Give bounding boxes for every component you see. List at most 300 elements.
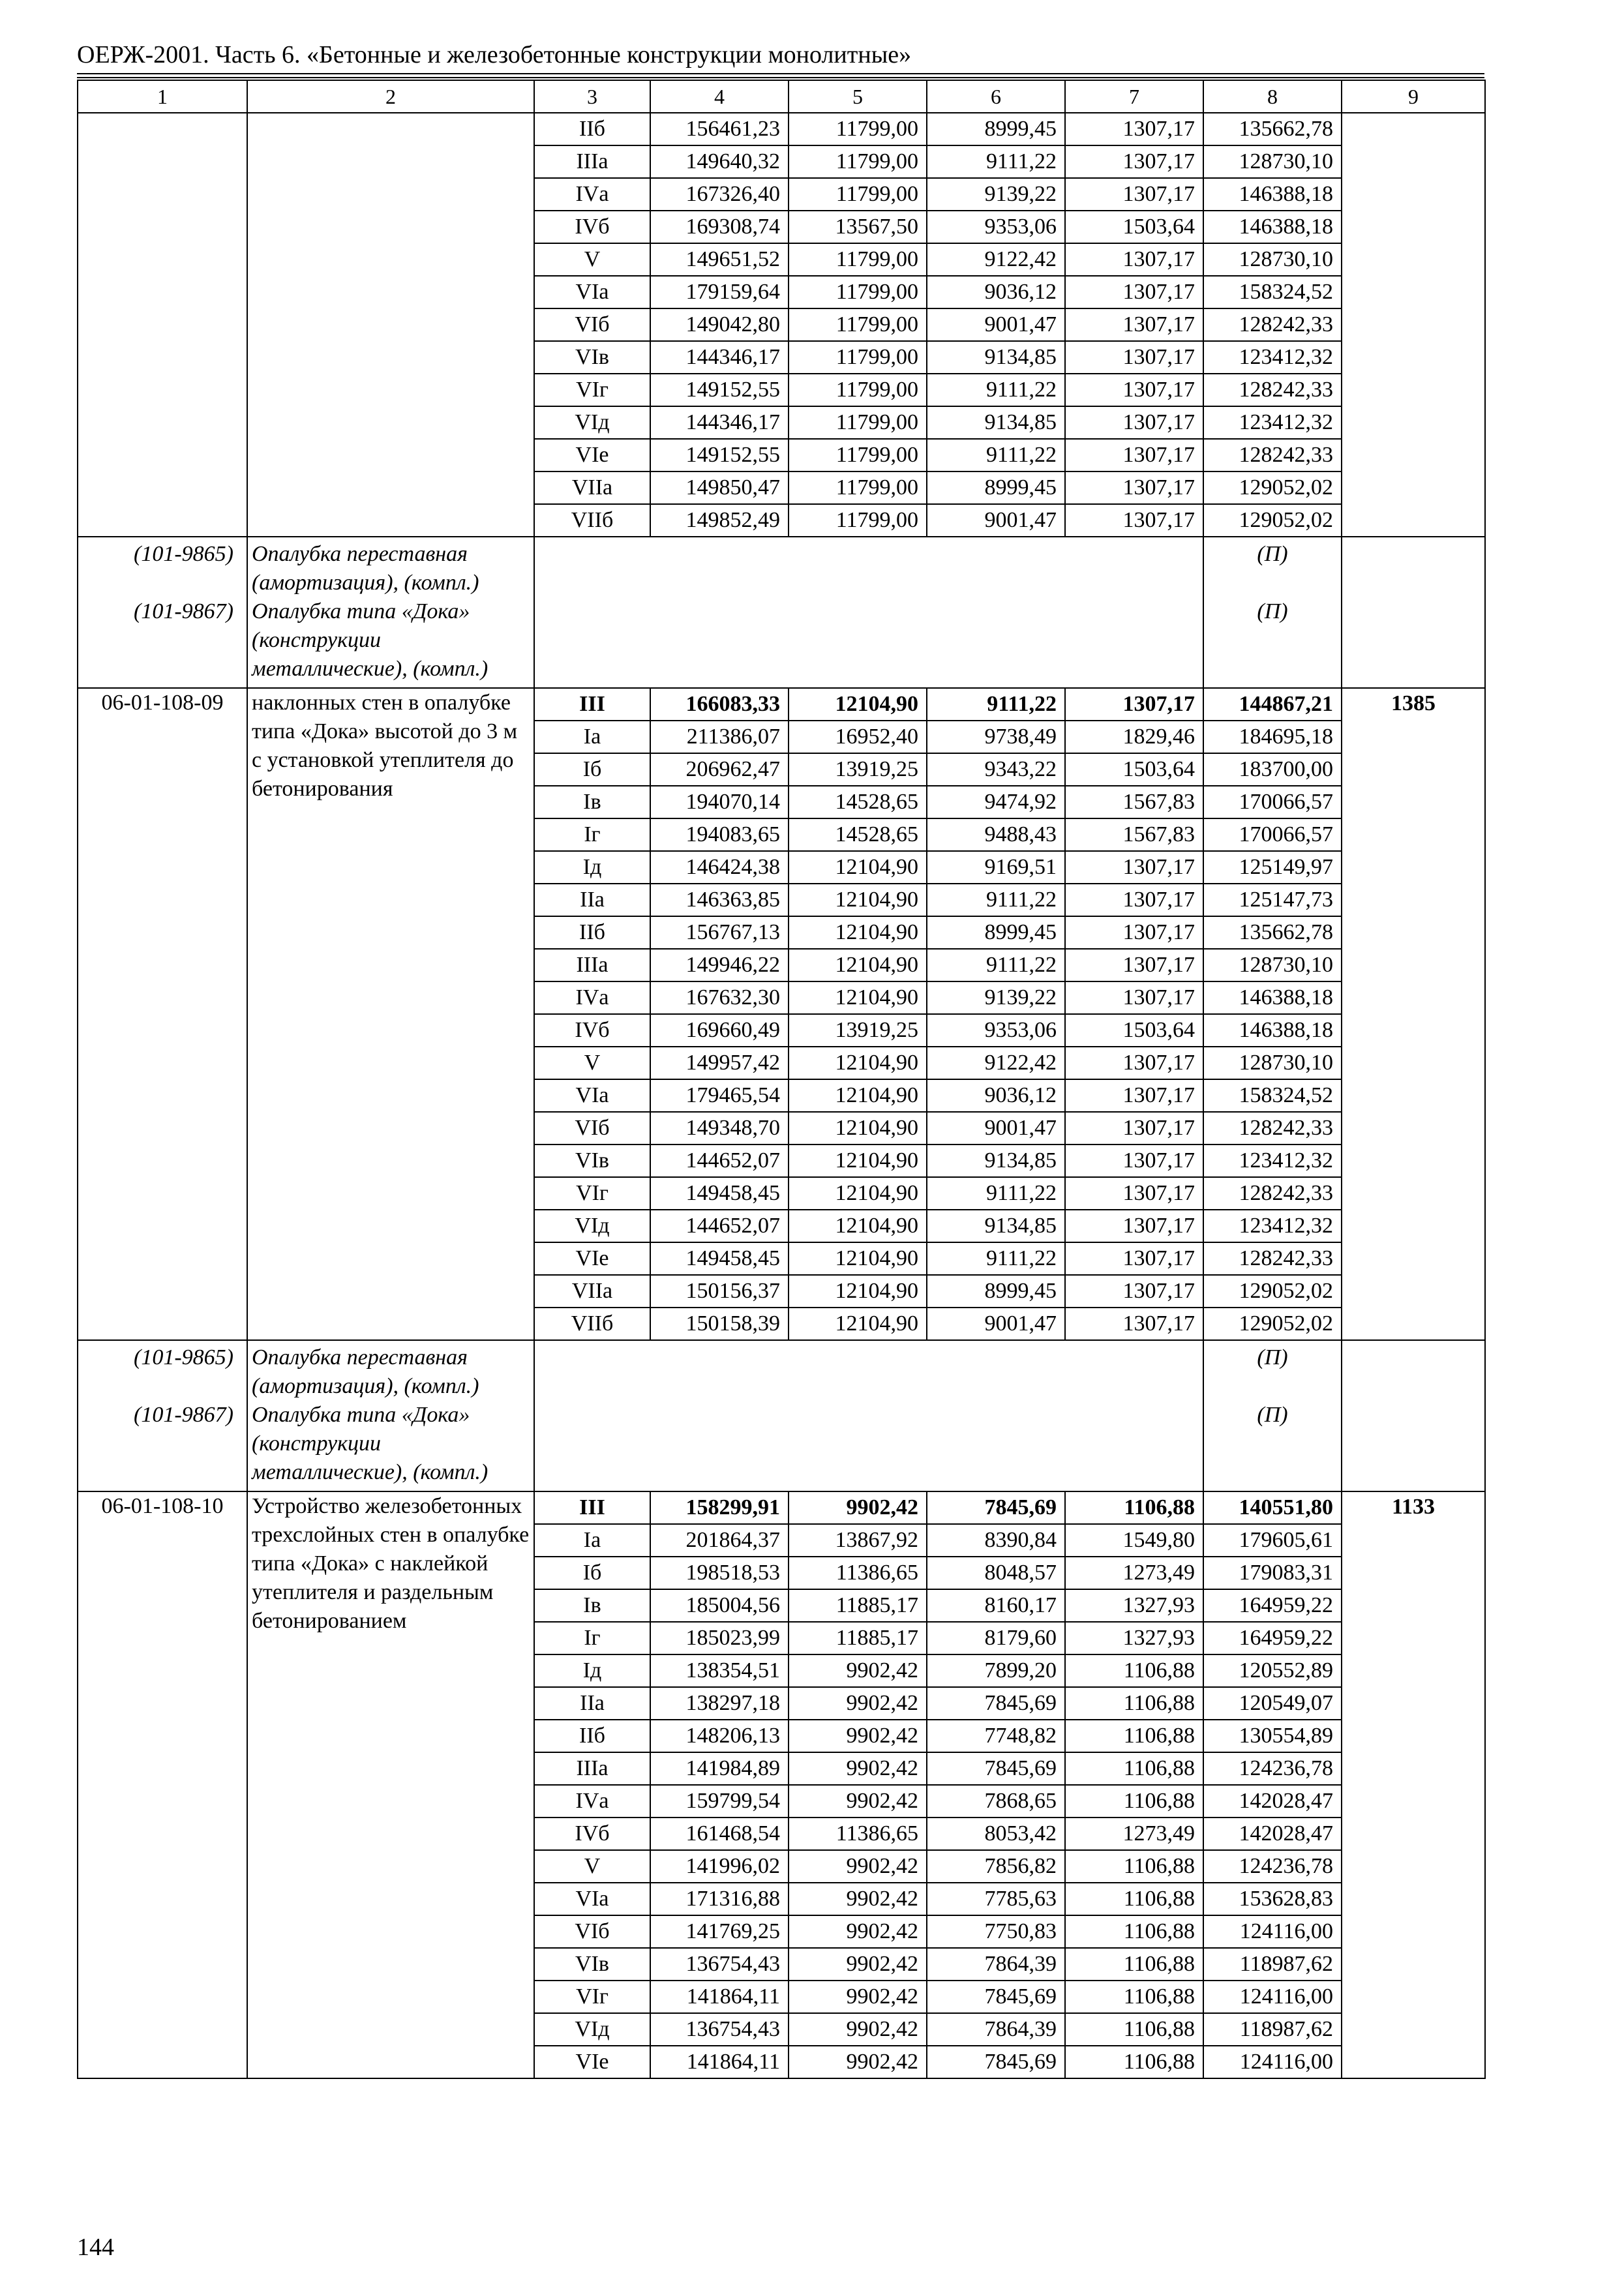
- zone-cell: Iг: [534, 818, 650, 851]
- value-cell: 1273,49: [1065, 1557, 1203, 1589]
- header-rule-top: [77, 73, 1484, 74]
- value-cell: 123412,32: [1203, 406, 1342, 439]
- zone-cell: VIа: [534, 276, 650, 308]
- value-cell: 1307,17: [1065, 308, 1203, 341]
- zone-cell: VIб: [534, 308, 650, 341]
- column-header: 6: [927, 80, 1065, 113]
- value-cell: 9738,49: [927, 721, 1065, 753]
- value-cell: 7899,20: [927, 1654, 1065, 1687]
- value-cell: 1307,17: [1065, 504, 1203, 537]
- value-cell: 9139,22: [927, 981, 1065, 1014]
- value-cell: 1307,17: [1065, 949, 1203, 981]
- value-cell: 11799,00: [789, 276, 927, 308]
- resource-unit: (П): [1203, 1401, 1342, 1491]
- value-cell: 135662,78: [1203, 113, 1342, 145]
- resource-blank: [534, 1340, 1203, 1401]
- value-cell: 7748,82: [927, 1720, 1065, 1752]
- value-cell: 140551,80: [1203, 1491, 1342, 1524]
- value-cell: 1307,17: [1065, 243, 1203, 276]
- zone-cell: IIб: [534, 113, 650, 145]
- value-cell: 183700,00: [1203, 753, 1342, 786]
- value-cell: 138354,51: [650, 1654, 789, 1687]
- value-cell: 128730,10: [1203, 145, 1342, 178]
- rate-code: 06-01-108-09: [78, 688, 247, 1340]
- value-cell: 9111,22: [927, 374, 1065, 406]
- value-cell: 9902,42: [789, 1981, 927, 2013]
- zone-cell: V: [534, 243, 650, 276]
- value-cell: 12104,90: [789, 1177, 927, 1210]
- zone-cell: Iв: [534, 1589, 650, 1622]
- zone-cell: IIIа: [534, 1752, 650, 1785]
- value-cell: 11799,00: [789, 471, 927, 504]
- value-cell: 144867,21: [1203, 688, 1342, 721]
- value-cell: 9169,51: [927, 851, 1065, 884]
- value-cell: 7785,63: [927, 1883, 1065, 1915]
- resource-unit: (П): [1203, 597, 1342, 688]
- rate-description: [247, 113, 534, 537]
- value-cell: 9488,43: [927, 818, 1065, 851]
- value-cell: 179465,54: [650, 1079, 789, 1112]
- value-cell: 141996,02: [650, 1850, 789, 1883]
- value-cell: 141864,11: [650, 1981, 789, 2013]
- value-cell: 129052,02: [1203, 1308, 1342, 1340]
- value-cell: 179605,61: [1203, 1524, 1342, 1557]
- value-cell: 124116,00: [1203, 1915, 1342, 1948]
- value-cell: 123412,32: [1203, 341, 1342, 374]
- value-cell: 11799,00: [789, 341, 927, 374]
- value-cell: 9902,42: [789, 2013, 927, 2046]
- value-cell: 8999,45: [927, 1275, 1065, 1308]
- value-cell: 9353,06: [927, 1014, 1065, 1047]
- column-header: 2: [247, 80, 534, 113]
- value-cell: 125149,97: [1203, 851, 1342, 884]
- zone-cell: Iб: [534, 753, 650, 786]
- value-cell: 128242,33: [1203, 1242, 1342, 1275]
- value-cell: 1106,88: [1065, 1785, 1203, 1818]
- zone-cell: Iв: [534, 786, 650, 818]
- resource-name: Опалубка типа «Дока» (конструкции металлические), (компл.): [247, 1401, 534, 1491]
- value-cell: 12104,90: [789, 1047, 927, 1079]
- value-cell: 1307,17: [1065, 341, 1203, 374]
- value-cell: 12104,90: [789, 1144, 927, 1177]
- value-cell: 138297,18: [650, 1687, 789, 1720]
- zone-cell: IIб: [534, 1720, 650, 1752]
- value-cell: 1307,17: [1065, 1177, 1203, 1210]
- value-cell: 185023,99: [650, 1622, 789, 1654]
- value-cell: 11799,00: [789, 308, 927, 341]
- value-cell: 120552,89: [1203, 1654, 1342, 1687]
- value-cell: 141769,25: [650, 1915, 789, 1948]
- zone-cell: V: [534, 1047, 650, 1079]
- value-cell: 13567,50: [789, 211, 927, 243]
- labor-cell: 1385: [1342, 688, 1485, 1340]
- value-cell: 135662,78: [1203, 916, 1342, 949]
- zone-cell: VIг: [534, 374, 650, 406]
- value-cell: 9111,22: [927, 949, 1065, 981]
- resource-blank: [1342, 537, 1485, 597]
- value-cell: 144652,07: [650, 1144, 789, 1177]
- column-header: 4: [650, 80, 789, 113]
- rates-table-body: [78, 80, 1485, 2078]
- value-cell: 11799,00: [789, 374, 927, 406]
- value-cell: 7845,69: [927, 1981, 1065, 2013]
- value-cell: 1106,88: [1065, 1720, 1203, 1752]
- value-cell: 184695,18: [1203, 721, 1342, 753]
- value-cell: 9001,47: [927, 1308, 1065, 1340]
- value-cell: 206962,47: [650, 753, 789, 786]
- value-cell: 198518,53: [650, 1557, 789, 1589]
- value-cell: 129052,02: [1203, 504, 1342, 537]
- value-cell: 124116,00: [1203, 1981, 1342, 2013]
- value-cell: 164959,22: [1203, 1622, 1342, 1654]
- zone-cell: Iд: [534, 1654, 650, 1687]
- value-cell: 1503,64: [1065, 1014, 1203, 1047]
- zone-cell: IIб: [534, 916, 650, 949]
- value-cell: 16952,40: [789, 721, 927, 753]
- table-row: [78, 113, 1485, 145]
- value-cell: 9111,22: [927, 439, 1065, 471]
- value-cell: 1106,88: [1065, 1948, 1203, 1981]
- value-cell: 149850,47: [650, 471, 789, 504]
- value-cell: 159799,54: [650, 1785, 789, 1818]
- value-cell: 12104,90: [789, 1275, 927, 1308]
- zone-cell: VIе: [534, 439, 650, 471]
- zone-cell: VIIб: [534, 1308, 650, 1340]
- resource-code: (101-9865): [78, 1340, 247, 1401]
- value-cell: 8179,60: [927, 1622, 1065, 1654]
- value-cell: 149957,42: [650, 1047, 789, 1079]
- value-cell: 14528,65: [789, 786, 927, 818]
- value-cell: 11799,00: [789, 113, 927, 145]
- zone-cell: IVб: [534, 211, 650, 243]
- value-cell: 11799,00: [789, 504, 927, 537]
- page-header-title: ОЕРЖ-2001. Часть 6. «Бетонные и железобетонные конструкции монолитные»: [77, 41, 912, 68]
- value-cell: 1503,64: [1065, 753, 1203, 786]
- value-cell: 11799,00: [789, 439, 927, 471]
- value-cell: 128242,33: [1203, 1112, 1342, 1144]
- resource-row: [78, 597, 1485, 688]
- page-number: 144: [77, 2234, 114, 2261]
- value-cell: 149651,52: [650, 243, 789, 276]
- zone-cell: VIе: [534, 2046, 650, 2078]
- resource-name: Опалубка переставная (амортизация), (компл.): [247, 1340, 534, 1401]
- table-row: [78, 1491, 1485, 1524]
- value-cell: 128242,33: [1203, 1177, 1342, 1210]
- value-cell: 124236,78: [1203, 1850, 1342, 1883]
- column-header: 3: [534, 80, 650, 113]
- value-cell: 158324,52: [1203, 276, 1342, 308]
- value-cell: 9902,42: [789, 1720, 927, 1752]
- value-cell: 179159,64: [650, 276, 789, 308]
- value-cell: 12104,90: [789, 949, 927, 981]
- value-cell: 8999,45: [927, 471, 1065, 504]
- value-cell: 9902,42: [789, 1654, 927, 1687]
- value-cell: 125147,73: [1203, 884, 1342, 916]
- value-cell: 1307,17: [1065, 851, 1203, 884]
- value-cell: 136754,43: [650, 1948, 789, 1981]
- zone-cell: IVб: [534, 1014, 650, 1047]
- value-cell: 12104,90: [789, 1210, 927, 1242]
- value-cell: 9902,42: [789, 1850, 927, 1883]
- value-cell: 1273,49: [1065, 1818, 1203, 1850]
- zone-cell: VIд: [534, 406, 650, 439]
- value-cell: 142028,47: [1203, 1785, 1342, 1818]
- value-cell: 1307,17: [1065, 471, 1203, 504]
- value-cell: 9111,22: [927, 1177, 1065, 1210]
- value-cell: 144346,17: [650, 341, 789, 374]
- value-cell: 11885,17: [789, 1622, 927, 1654]
- value-cell: 156767,13: [650, 916, 789, 949]
- value-cell: 128242,33: [1203, 439, 1342, 471]
- value-cell: 9902,42: [789, 1915, 927, 1948]
- zone-cell: VIIа: [534, 471, 650, 504]
- value-cell: 144346,17: [650, 406, 789, 439]
- value-cell: 8390,84: [927, 1524, 1065, 1557]
- zone-cell: VIб: [534, 1112, 650, 1144]
- value-cell: 146388,18: [1203, 211, 1342, 243]
- value-cell: 1106,88: [1065, 1850, 1203, 1883]
- value-cell: 120549,07: [1203, 1687, 1342, 1720]
- value-cell: 150158,39: [650, 1308, 789, 1340]
- value-cell: 12104,90: [789, 1242, 927, 1275]
- value-cell: 128730,10: [1203, 949, 1342, 981]
- value-cell: 9343,22: [927, 753, 1065, 786]
- zone-cell: VIIа: [534, 1275, 650, 1308]
- zone-cell: Iд: [534, 851, 650, 884]
- zone-cell: VIа: [534, 1079, 650, 1112]
- value-cell: 166083,33: [650, 688, 789, 721]
- value-cell: 9474,92: [927, 786, 1065, 818]
- value-cell: 169308,74: [650, 211, 789, 243]
- zone-cell: IVа: [534, 1785, 650, 1818]
- value-cell: 11386,65: [789, 1557, 927, 1589]
- value-cell: 1307,17: [1065, 1112, 1203, 1144]
- value-cell: 146388,18: [1203, 178, 1342, 211]
- value-cell: 146424,38: [650, 851, 789, 884]
- value-cell: 7845,69: [927, 2046, 1065, 2078]
- value-cell: 8999,45: [927, 916, 1065, 949]
- resource-code: (101-9867): [78, 1401, 247, 1491]
- value-cell: 142028,47: [1203, 1818, 1342, 1850]
- value-cell: 9036,12: [927, 1079, 1065, 1112]
- value-cell: 148206,13: [650, 1720, 789, 1752]
- value-cell: 149042,80: [650, 308, 789, 341]
- resource-code: (101-9867): [78, 597, 247, 688]
- resource-blank: [534, 537, 1203, 597]
- value-cell: 1307,17: [1065, 374, 1203, 406]
- value-cell: 158299,91: [650, 1491, 789, 1524]
- zone-cell: IIIа: [534, 145, 650, 178]
- value-cell: 1327,93: [1065, 1622, 1203, 1654]
- value-cell: 153628,83: [1203, 1883, 1342, 1915]
- zone-cell: IVа: [534, 981, 650, 1014]
- value-cell: 1307,17: [1065, 916, 1203, 949]
- zone-cell: VIг: [534, 1177, 650, 1210]
- column-header: 5: [789, 80, 927, 113]
- value-cell: 1307,17: [1065, 406, 1203, 439]
- value-cell: 9353,06: [927, 211, 1065, 243]
- resource-name: Опалубка типа «Дока» (конструкции металлические), (компл.): [247, 597, 534, 688]
- zone-cell: Iг: [534, 1622, 650, 1654]
- value-cell: 144652,07: [650, 1210, 789, 1242]
- value-cell: 1567,83: [1065, 786, 1203, 818]
- value-cell: 9122,42: [927, 243, 1065, 276]
- value-cell: 1307,17: [1065, 439, 1203, 471]
- labor-cell: [1342, 113, 1485, 537]
- value-cell: 171316,88: [650, 1883, 789, 1915]
- value-cell: 7868,65: [927, 1785, 1065, 1818]
- value-cell: 118987,62: [1203, 2013, 1342, 2046]
- value-cell: 1106,88: [1065, 1915, 1203, 1948]
- value-cell: 11386,65: [789, 1818, 927, 1850]
- value-cell: 149640,32: [650, 145, 789, 178]
- value-cell: 9902,42: [789, 1883, 927, 1915]
- value-cell: 128730,10: [1203, 1047, 1342, 1079]
- value-cell: 194083,65: [650, 818, 789, 851]
- value-cell: 149946,22: [650, 949, 789, 981]
- zone-cell: VIд: [534, 1210, 650, 1242]
- zone-cell: IVа: [534, 178, 650, 211]
- value-cell: 11885,17: [789, 1589, 927, 1622]
- value-cell: 1106,88: [1065, 2013, 1203, 2046]
- value-cell: 128242,33: [1203, 374, 1342, 406]
- value-cell: 149152,55: [650, 439, 789, 471]
- rates-table: [77, 80, 1486, 2079]
- value-cell: 7845,69: [927, 1752, 1065, 1785]
- header-rule-bottom: [77, 77, 1484, 78]
- value-cell: 161468,54: [650, 1818, 789, 1850]
- zone-cell: VIб: [534, 1915, 650, 1948]
- value-cell: 7845,69: [927, 1687, 1065, 1720]
- value-cell: 124116,00: [1203, 2046, 1342, 2078]
- value-cell: 1327,93: [1065, 1589, 1203, 1622]
- value-cell: 146388,18: [1203, 1014, 1342, 1047]
- value-cell: 136754,43: [650, 2013, 789, 2046]
- zone-cell: IIа: [534, 1687, 650, 1720]
- value-cell: 9111,22: [927, 145, 1065, 178]
- value-cell: 1307,17: [1065, 113, 1203, 145]
- value-cell: 149458,45: [650, 1242, 789, 1275]
- zone-cell: VIд: [534, 2013, 650, 2046]
- value-cell: 118987,62: [1203, 1948, 1342, 1981]
- value-cell: 150156,37: [650, 1275, 789, 1308]
- value-cell: 185004,56: [650, 1589, 789, 1622]
- value-cell: 1549,80: [1065, 1524, 1203, 1557]
- labor-cell: 1133: [1342, 1491, 1485, 2078]
- value-cell: 11799,00: [789, 145, 927, 178]
- value-cell: 170066,57: [1203, 818, 1342, 851]
- value-cell: 9134,85: [927, 341, 1065, 374]
- value-cell: 8048,57: [927, 1557, 1065, 1589]
- column-header-row: [78, 80, 1485, 113]
- rate-code: 06-01-108-10: [78, 1491, 247, 2078]
- resource-code: (101-9865): [78, 537, 247, 597]
- zone-cell: VIе: [534, 1242, 650, 1275]
- value-cell: 9139,22: [927, 178, 1065, 211]
- value-cell: 1503,64: [1065, 211, 1203, 243]
- value-cell: 7856,82: [927, 1850, 1065, 1883]
- value-cell: 12104,90: [789, 1308, 927, 1340]
- value-cell: 9902,42: [789, 1785, 927, 1818]
- value-cell: 169660,49: [650, 1014, 789, 1047]
- zone-cell: IIа: [534, 884, 650, 916]
- value-cell: 9902,42: [789, 2046, 927, 2078]
- value-cell: 9902,42: [789, 1491, 927, 1524]
- column-header: 7: [1065, 80, 1203, 113]
- value-cell: 130554,89: [1203, 1720, 1342, 1752]
- zone-cell: Iа: [534, 1524, 650, 1557]
- rate-code: [78, 113, 247, 537]
- rate-description: Устройство железобетонных трехслойных стен в опалубке типа «Дока» с наклейкой утеплителя и раздельным бетонированием: [247, 1491, 534, 2078]
- value-cell: 13919,25: [789, 753, 927, 786]
- value-cell: 1307,17: [1065, 1047, 1203, 1079]
- value-cell: 167632,30: [650, 981, 789, 1014]
- value-cell: 1106,88: [1065, 1687, 1203, 1720]
- column-header: 1: [78, 80, 247, 113]
- column-header: 8: [1203, 80, 1342, 113]
- value-cell: 1106,88: [1065, 1491, 1203, 1524]
- value-cell: 146363,85: [650, 884, 789, 916]
- zone-cell: Iа: [534, 721, 650, 753]
- value-cell: 12104,90: [789, 851, 927, 884]
- value-cell: 9134,85: [927, 1144, 1065, 1177]
- zone-cell: VIа: [534, 1883, 650, 1915]
- value-cell: 1106,88: [1065, 1883, 1203, 1915]
- resource-unit: (П): [1203, 1340, 1342, 1401]
- value-cell: 9001,47: [927, 1112, 1065, 1144]
- value-cell: 8053,42: [927, 1818, 1065, 1850]
- value-cell: 7750,83: [927, 1915, 1065, 1948]
- resource-row: [78, 1340, 1485, 1401]
- value-cell: 156461,23: [650, 113, 789, 145]
- value-cell: 167326,40: [650, 178, 789, 211]
- value-cell: 123412,32: [1203, 1210, 1342, 1242]
- value-cell: 12104,90: [789, 916, 927, 949]
- resource-blank: [534, 597, 1203, 688]
- value-cell: 1307,17: [1065, 884, 1203, 916]
- value-cell: 7864,39: [927, 1948, 1065, 1981]
- value-cell: 8160,17: [927, 1589, 1065, 1622]
- zone-cell: VIIб: [534, 504, 650, 537]
- resource-blank: [1342, 597, 1485, 688]
- value-cell: 170066,57: [1203, 786, 1342, 818]
- resource-unit: (П): [1203, 537, 1342, 597]
- value-cell: 7845,69: [927, 1491, 1065, 1524]
- value-cell: 8999,45: [927, 113, 1065, 145]
- value-cell: 14528,65: [789, 818, 927, 851]
- value-cell: 9111,22: [927, 884, 1065, 916]
- resource-row: [78, 537, 1485, 597]
- value-cell: 1106,88: [1065, 1981, 1203, 2013]
- value-cell: 201864,37: [650, 1524, 789, 1557]
- value-cell: 9902,42: [789, 1948, 927, 1981]
- value-cell: 1307,17: [1065, 688, 1203, 721]
- zone-cell: V: [534, 1850, 650, 1883]
- resource-blank: [1342, 1340, 1485, 1401]
- value-cell: 1106,88: [1065, 2046, 1203, 2078]
- value-cell: 149852,49: [650, 504, 789, 537]
- value-cell: 158324,52: [1203, 1079, 1342, 1112]
- value-cell: 1307,17: [1065, 1210, 1203, 1242]
- value-cell: 129052,02: [1203, 1275, 1342, 1308]
- value-cell: 9122,42: [927, 1047, 1065, 1079]
- table-row: [78, 688, 1485, 721]
- value-cell: 1106,88: [1065, 1654, 1203, 1687]
- value-cell: 1307,17: [1065, 1079, 1203, 1112]
- value-cell: 141984,89: [650, 1752, 789, 1785]
- value-cell: 9001,47: [927, 308, 1065, 341]
- value-cell: 179083,31: [1203, 1557, 1342, 1589]
